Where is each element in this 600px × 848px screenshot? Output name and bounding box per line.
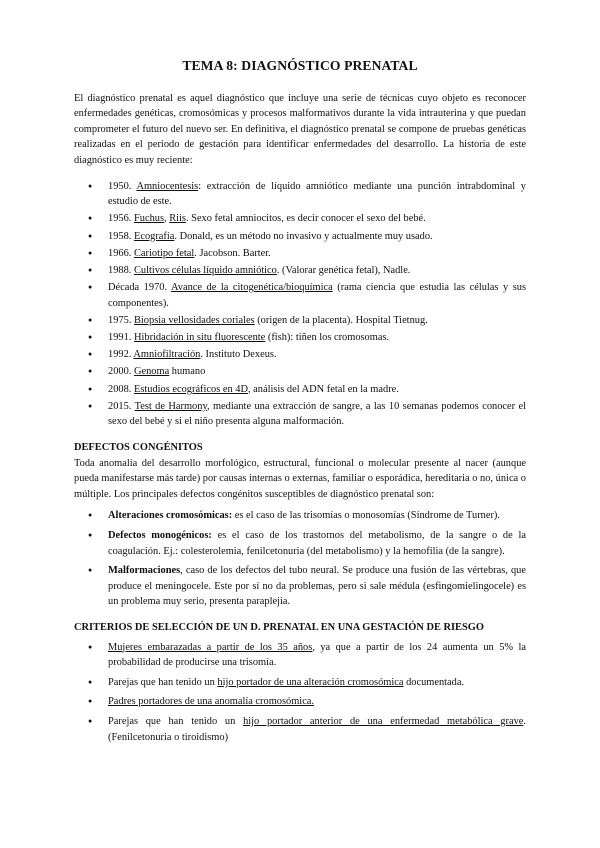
history-item: ● 2008. Estudios ecográficos en 4D, análisis del ADN fetal en la madre. — [74, 382, 526, 398]
criteria-item: ● Parejas que han tenido un hijo portador de una alteración cromosómica documentada. — [74, 675, 526, 691]
history-item: ● 1958. Ecografía. Donald, es un método no invasivo y actualmente muy usado. — [74, 229, 526, 245]
defects-paragraph: Toda anomalía del desarrollo morfológico, estructural, funcional o molecular presente al nacer (aunque pueda manifestarse más tarde) por causas internas o externas, familiar o esporádica, hereditaria o no, única o múltiple. Los principales defectos congénitos susceptibles de diagnóstico prenatal son: — [74, 457, 526, 500]
history-item: ● 1988. Cultivos células líquido amniótico. (Valorar genética fetal), Nadle. — [74, 263, 526, 279]
history-item: ● 1992. Amniofiltración. Instituto Dexeus. — [74, 347, 526, 363]
history-list — [74, 179, 526, 430]
history-item: ● 1991. Hibridación in situ fluorescente (fish): tiñen los cromosomas. — [74, 330, 526, 346]
section-heading-defects: DEFECTOS CONGÉNITOS — [74, 442, 203, 453]
history-item: ● 2015. Test de Harmony, mediante una extracción de sangre, a las 10 semanas podemos conocer el sexo del bebé y si el niño presenta alguna malformación. — [74, 399, 526, 430]
criteria-item: ● Mujeres embarazadas a partir de los 35 años, ya que a partir de los 24 aumenta un 5% la probabilidad de producirse una trisomía. — [74, 640, 526, 671]
history-item: ● Década 1970. Avance de la citogenética/bioquímica (rama ciencia que estudia las células y sus componentes). — [74, 280, 526, 311]
history-item: ● 1966. Cariotipo fetal. Jacobson. Barter. — [74, 246, 526, 262]
defect-item: ● Malformaciones, caso de los defectos del tubo neural. Se produce una fusión de las vértebras, que produce el meningocele. Este por sí no da problemas, pero si sale médula (esfingomielingocele) es un problema muy serio, presenta paraplejia. — [74, 563, 526, 610]
history-item: ● 2000. Genoma humano — [74, 364, 526, 380]
criteria-item: ● Parejas que han tenido un hijo portador anterior de una enfermedad metabólica grave. (Fenilcetonuria o tiroidismo) — [74, 714, 526, 745]
history-item: ● 1956. Fuchus, Riis. Sexo fetal amniocitos, es decir conocer el sexo del bebé. — [74, 211, 526, 227]
section-heading-criteria: CRITERIOS DE SELECCIÓN DE UN D. PRENATAL EN UNA GESTACIÓN DE RIESGO — [74, 621, 484, 633]
history-item: ● 1975. Biopsia vellosidades coriales (origen de la placenta). Hospital Tietnug. — [74, 313, 526, 329]
criteria-item: ● Padres portadores de una anomalía cromosómica. — [74, 694, 526, 710]
defect-item: ● Defectos monogénicos: es el caso de los trastornos del metabolismo, de la sangre o de la coagulación. Ej.: colesterolemia, fenilcetonuria (del metabolismo) y la hemofilia (de la sangre). — [74, 528, 526, 559]
defects-list — [74, 508, 526, 610]
intro-paragraph: El diagnóstico prenatal es aquel diagnóstico que incluye una serie de técnicas cuyo objeto es reconocer enfermedades genéticas, cromosómicas y procesos malformativos durante la vida intrauterina y que puedan comprometer el futuro del nuevo ser. En definitiva, el diagnóstico prenatal se compone de pruebas genéticas realizadas en el periodo de gestación para identificar enfermedades del desarrollo. La historia de este diagnóstico es muy reciente: — [74, 92, 526, 166]
defect-item: ● Alteraciones cromosómicas: es el caso de las trisomías o monosomías (Síndrome de Turner). — [74, 508, 526, 524]
page-title: TEMA 8: DIAGNÓSTICO PRENATAL — [182, 58, 418, 73]
criteria-list — [74, 640, 526, 746]
history-item: ● 1950. Amniocentesis: extracción de líquido amniótico mediante una punción intrabdominal y estudio de este. — [74, 179, 526, 210]
